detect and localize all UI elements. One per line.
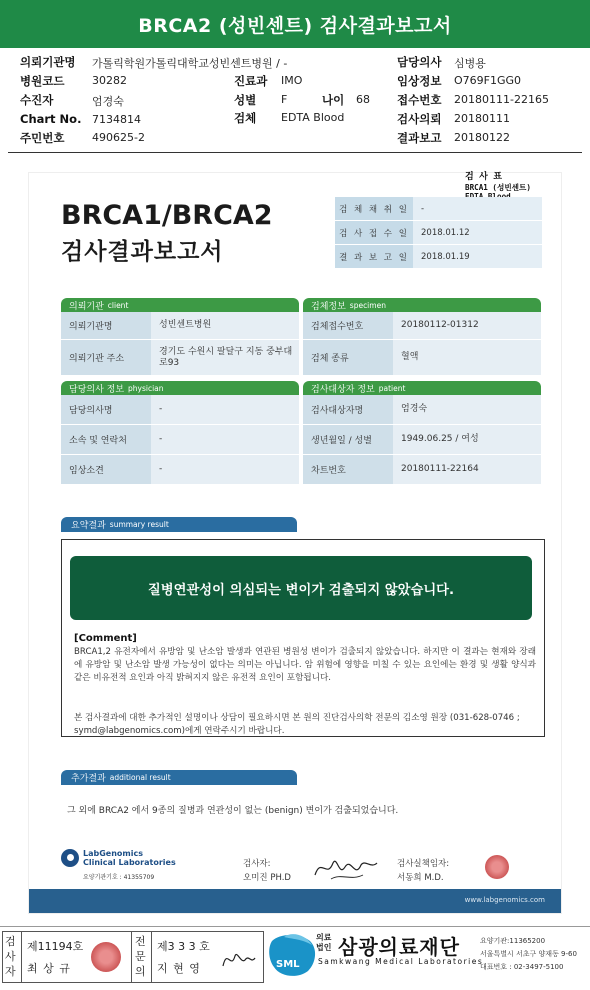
value-patient: 엄경숙: [92, 95, 124, 108]
client-panel-title: 의뢰기관: [69, 301, 104, 312]
date-value-report: 2018.01.19: [413, 245, 542, 268]
date-label-receipt: 검 사 접 수 일: [335, 221, 413, 244]
value-receipt-no: 20180111-22165: [454, 93, 549, 106]
stamp-line: BRCA1 (성빈센트): [465, 182, 531, 192]
director-label: 검사실책임자:: [397, 859, 450, 869]
date-label-report: 결 과 보 고 일: [335, 245, 413, 268]
patient-panel: [303, 381, 541, 485]
summary-title-en: summary result: [109, 520, 169, 529]
lab-url: www.labgenomics.com: [464, 896, 545, 904]
value-physician: 심병용: [454, 57, 486, 70]
specialist-license-no: 제3 3 3 호: [157, 940, 210, 953]
physician-panel-title-en: physician: [128, 383, 164, 393]
label-age: 나이: [322, 93, 345, 107]
date-label-collection: 검 체 채 취 일: [335, 197, 413, 220]
specialist-signature-icon: [217, 942, 257, 974]
patient-label-dob-sex: 생년월일 / 성별: [303, 425, 393, 454]
value-hospital-code: 30282: [92, 74, 127, 87]
additional-text: 그 외에 BRCA2 에서 9종의 질병과 연관성이 없는 (benign) 변이가 검출되었습니다.: [67, 806, 399, 816]
label-physician: 담당의사: [397, 55, 442, 69]
lab-code: 요양기관기호 : 41355709: [83, 874, 155, 881]
patient-panel-header: [303, 381, 541, 395]
tester-name: 오미진 PH.D: [243, 873, 291, 883]
tester-license-no: 제11194호: [27, 940, 84, 953]
specimen-value-receipt-no: 20180112-01312: [393, 312, 541, 339]
divider: [131, 932, 132, 982]
label-sex: 성별: [234, 93, 257, 107]
director-name: 서동희 M.D.: [397, 873, 444, 883]
value-age: 68: [356, 93, 370, 106]
client-panel-title-en: client: [107, 300, 129, 310]
org-code: 요양기관:11365200: [480, 937, 546, 945]
client-panel: [61, 298, 299, 376]
physician-panel-header: [61, 381, 299, 395]
value-specimen: EDTA Blood: [281, 111, 345, 124]
report-document: [28, 172, 562, 914]
comment-heading: [Comment]: [74, 633, 137, 644]
tester-signature-icon: [311, 849, 381, 885]
comment-paragraph-1: BRCA1,2 유전자에서 유방암 및 난소암 발생과 연관된 병원성 변이가 검출되지 않았습니다. 하지만 이 결과는 현재와 장래에 유방암 및 난소암 발생 가능성이 없다는 의미는 아닙니다. 암 위험에 영향을 미칠 수 있는 요인에는 환경 및 생활 양식과 같은 비유전적 요인과 아직 밝혀지지 않은 유전적 요인이 포함됩니다.: [74, 647, 536, 683]
lab-name-1: LabGenomics: [83, 849, 143, 858]
value-clinical-info: O769F1GG0: [454, 74, 522, 87]
client-panel-header: [61, 298, 299, 312]
physician-value-name: -: [151, 395, 299, 424]
specialist-role-label: 전문의: [135, 935, 146, 978]
patient-panel-title-en: patient: [378, 383, 406, 393]
patient-label-chart-no: 차트번호: [303, 455, 393, 484]
additional-title-en: additional result: [109, 773, 171, 782]
sml-logo-text: SML: [276, 959, 300, 970]
date-value-receipt: 2018.01.12: [413, 221, 542, 244]
signature-area: [61, 845, 545, 891]
org-type-line1: 의료: [316, 933, 332, 942]
specimen-label-type: 검체 종류: [303, 340, 393, 375]
patient-value-dob-sex: 1949.06.25 / 여성: [393, 425, 541, 454]
specimen-panel-header: [303, 298, 541, 312]
specimen-panel-title-en: specimen: [349, 300, 386, 310]
physician-label-findings: 임상소견: [61, 455, 151, 484]
comment-paragraph-2: 본 검사결과에 대한 추가적인 설명이나 상담이 필요하시면 본 원의 진단검사의학 전문의 김소영 원장 (031-628-0746 ; symd@labgenomics.com)에게 연락주시기 바랍니다.: [74, 713, 520, 736]
value-request-date: 20180111: [454, 112, 510, 125]
org-name-en: Samkwang Medical Laboratories: [318, 957, 484, 966]
label-department: 진료과: [234, 74, 268, 88]
label-request-date: 검사의뢰: [397, 112, 442, 126]
date-box: [335, 197, 542, 269]
org-phone: 대표번호 : 02-3497-5100: [480, 963, 564, 971]
value-department: IMO: [281, 74, 303, 87]
director-seal-icon: [485, 855, 509, 879]
label-clinical-info: 임상정보: [397, 74, 442, 88]
labgenomics-logo: [61, 849, 176, 867]
labgenomics-logo-icon: [61, 849, 79, 867]
sml-logo-icon: [266, 931, 320, 979]
label-result-date: 결과보고: [397, 131, 442, 145]
date-value-collection: -: [413, 197, 542, 220]
tester-label: 검사자:: [243, 859, 271, 869]
additional-title: 추가결과: [71, 774, 106, 784]
value-resident-no: 490625-2: [92, 131, 145, 144]
physician-label-name: 담당의사명: [61, 395, 151, 424]
specimen-panel: [303, 298, 541, 376]
label-specimen: 검체: [234, 111, 257, 125]
org-type-label: [316, 933, 331, 953]
label-chart-no: Chart No.: [20, 112, 82, 126]
summary-box: [61, 539, 545, 737]
org-type-line2: 법인: [316, 943, 332, 952]
org-contact-info: [480, 935, 577, 974]
physician-panel-title: 담당의사 정보: [69, 384, 125, 395]
tester-role-label: 검사자: [5, 935, 16, 978]
label-receipt-no: 접수번호: [397, 93, 442, 107]
specimen-label-receipt-no: 검체접수번호: [303, 312, 393, 339]
patient-panel-title: 검사대상자 정보: [311, 384, 375, 395]
report-header-title: BRCA2 (성빈센트) 검사결과보고서: [0, 0, 590, 48]
summary-title: 요약결과: [71, 521, 106, 531]
divider: [151, 932, 152, 982]
report-footer-bar: [29, 889, 561, 913]
label-hospital-code: 병원코드: [20, 74, 65, 88]
report-title-line1: BRCA1/BRCA2: [61, 200, 273, 231]
signature-box: [2, 931, 264, 983]
tester-seal-icon: [91, 942, 121, 972]
client-value-address: 경기도 수원시 팔달구 지동 중부대로93: [151, 340, 299, 375]
value-requesting-institution: 가톨릭학원가톨릭대학교성빈센트병원 / -: [92, 57, 288, 70]
stamp-line: 검 사 표: [465, 172, 502, 182]
summary-header: [61, 517, 297, 532]
specimen-value-type: 혈액: [393, 340, 541, 375]
client-label-address: 의뢰기관 주소: [61, 340, 151, 375]
specialist-name-bottom: 지 현 영: [157, 962, 201, 975]
value-sex: F: [281, 93, 288, 106]
org-address: 서울특별시 서초구 양재동 9-60: [480, 950, 577, 958]
specimen-panel-title: 검체정보: [311, 301, 346, 312]
label-requesting-institution: 의뢰기관명: [20, 55, 76, 69]
divider: [21, 932, 22, 982]
report-title-line2: 검사결과보고서: [61, 239, 224, 265]
physician-panel: [61, 381, 299, 485]
label-patient: 수진자: [20, 93, 54, 107]
label-resident-no: 주민번호: [20, 131, 65, 145]
physician-value-contact: -: [151, 425, 299, 454]
patient-label-name: 검사대상자명: [303, 395, 393, 424]
patient-value-chart-no: 20180111-22164: [393, 455, 541, 484]
value-chart-no: 7134814: [92, 113, 141, 126]
additional-header: [61, 770, 297, 785]
physician-value-findings: -: [151, 455, 299, 484]
patient-info: [0, 52, 590, 152]
client-label-name: 의뢰기관명: [61, 312, 151, 339]
org-name: 삼광의료재단: [338, 935, 460, 959]
bottom-strip: [0, 926, 590, 990]
client-value-name: 성빈센트병원: [151, 312, 299, 339]
patient-value-name: 엄경숙: [393, 395, 541, 424]
summary-verdict: 질병연관성이 의심되는 변이가 검출되지 않았습니다.: [70, 556, 532, 620]
info-divider: [8, 152, 582, 153]
physician-label-contact: 소속 및 연락처: [61, 425, 151, 454]
tester-name-bottom: 최 상 규: [27, 962, 71, 975]
lab-name-2: Clinical Laboratories: [83, 858, 176, 867]
value-result-date: 20180122: [454, 131, 510, 144]
